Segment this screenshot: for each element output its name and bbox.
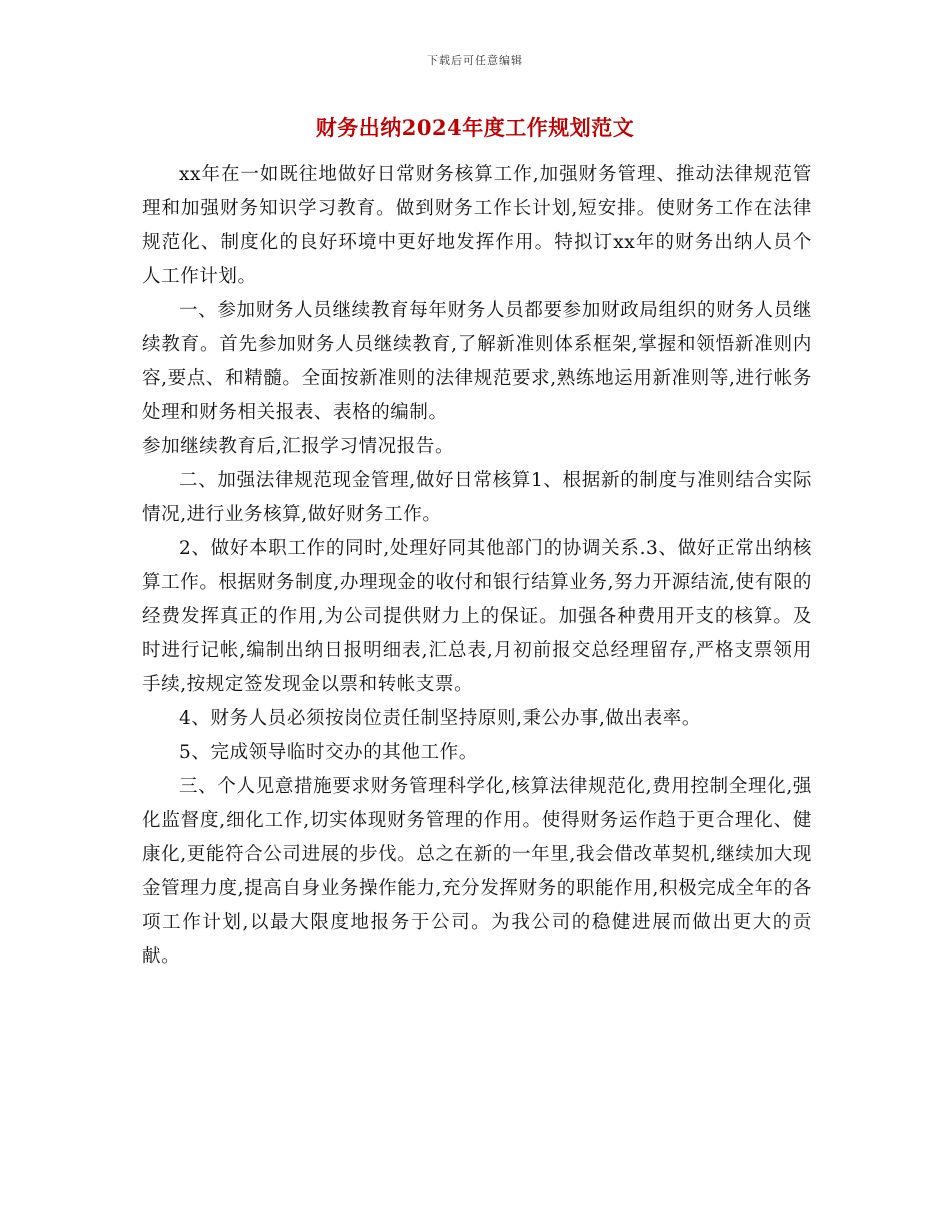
paragraph-section-1: 一、参加财务人员继续教育每年财务人员都要参加财政局组织的财务人员继续教育。首先参加财务人员继续教育,了解新准则体系框架,掌握和领悟新准则内容,要点、和精髓。全面按新准则的法律规范要求,熟练地运用新准则等,进行帐务处理和财务相关报表、表格的编制。 (142, 300, 812, 423)
paragraph-item-4: 4、财务人员必须按岗位责任制坚持原则,秉公办事,做出表率。 (179, 708, 701, 729)
paragraph-item-5: 5、完成领导临时交办的其他工作。 (179, 742, 478, 763)
paragraph-item-2-3: 2、做好本职工作的同时,处理好同其他部门的协调关系.3、做好正常出纳核算工作。根据财务制度,办理现金的收付和银行结算业务,努力开源结流,使有限的经费发挥真正的作用,为公司提供财力上的保证。加强各种费用开支的核算。及时进行记帐,编制出纳日报明细表,汇总表,月初前报交总经理留存,严格支票领用手续,按规定签发现金以票和转帐支票。 (142, 538, 812, 695)
page-header: 下载后可任意编辑 (427, 54, 523, 67)
paragraph-section-2: 二、加强法律规范现金管理,做好日常核算1、根据新的制度与准则结合实际情况,进行业务核算,做好财务工作。 (142, 470, 812, 525)
paragraph-intro: xx年在一如既往地做好日常财务核算工作,加强财务管理、推动法律规范管理和加强财务知识学习教育。做到财务工作长计划,短安排。使财务工作在法律规范化、制度化的良好环境中更好地发挥作用。特拟订xx年的财务出纳人员个人工作计划。 (142, 164, 812, 287)
paragraph-section-3: 三、个人见意措施要求财务管理科学化,核算法律规范化,费用控制全理化,强化监督度,细化工作,切实体现财务管理的作用。使得财务运作趋于更合理化、健康化,更能符合公司进展的步伐。总之在新的一年里,我会借改革契机,继续加大现金管理力度,提高自身业务操作能力,充分发挥财务的职能作用,积极完成全年的各项工作计划,以最大限度地报务于公司。为我公司的稳健进展而做出更大的贡献。 (142, 776, 812, 967)
paragraph-section-1-report: 参加继续教育后,汇报学习情况报告。 (142, 436, 455, 457)
document-title: 财务出纳2024年度工作规划范文 (315, 115, 635, 140)
document-body (142, 158, 812, 974)
